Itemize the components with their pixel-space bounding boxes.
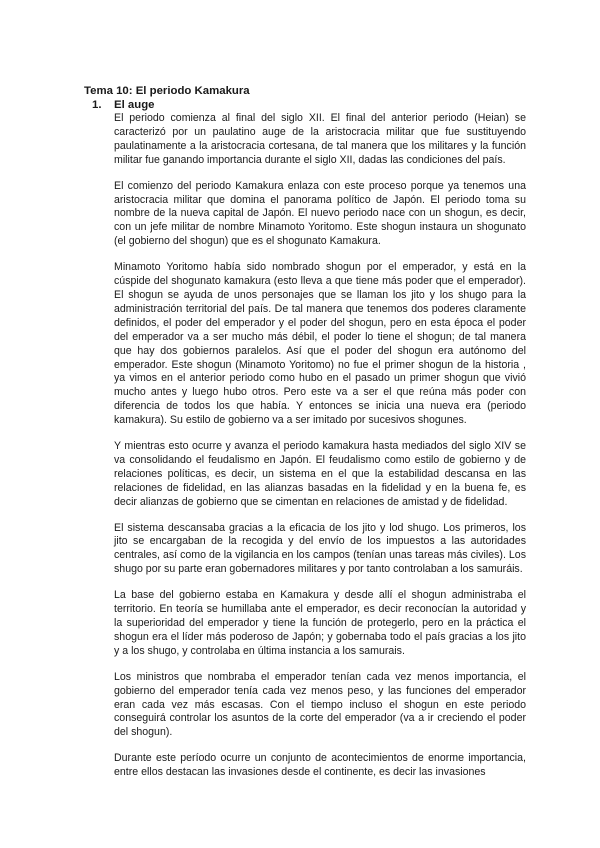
paragraph: El comienzo del periodo Kamakura enlaza con este proceso porque ya tenemos una aristocracia militar que domina el panorama político de Japón. El periodo toma su nombre de la nueva capital de Japón. El nuevo periodo nace con un shogun, es decir, con un jefe militar de nombre Minamoto Yoritomo. Este shogun instaura un shogunato (el gobierno del shogun) que es el shogunato Kamakura. bbox=[114, 179, 526, 248]
paragraph: El periodo comienza al final del siglo XII. El final del anterior periodo (Heian) se caracterizó por un paulatino auge de la aristocracia militar que fue sustituyendo paulatinamente a la aristocracia cortesana, de tal manera que los militares y la función militar fue ganando importancia durante el siglo XII, dadas las condiciones del país. bbox=[114, 112, 526, 166]
document-title: Tema 10: El periodo Kamakura bbox=[84, 85, 250, 97]
paragraph: La base del gobierno estaba en Kamakura y desde allí el shogun administraba el territorio. En teoría se humillaba ante el emperador, es decir reconocían la autoridad y la superioridad del emperador y tiene la función de protegerlo, pero en la práctica el shogun era el líder más poderoso de Japón; y gobernaba todo el país gracias a los jito y a los shugo, y controlaba en última instancia a los samurais. bbox=[114, 589, 526, 657]
paragraph: Minamoto Yoritomo había sido nombrado shogun por el emperador, y está en la cúspide del shogunato kamakura (esto lleva a que tiene más poder que el emperador). El shogun se ayuda de unos personajes que se llaman los jito y los shugo para la administración territorial del país. De tal manera que tenemos dos poderes claramente definidos, el poder del emperador y el poder del shogun, pero en esta época el poder del emperador va a ser mucho más débil, el poder lo tiene el shogun; de tal manera que hay dos gobiernos paralelos. Así que el poder del shogun era autónomo del emperador. Este shogun (Minamoto Yoritomo) no fue el primer shogun de la historia , ya vimos en el anterior periodo como hubo en el pasado un primer shogun que vivió mucho antes y luego hubo otros. Pero este va a ser el que reúna más poder con diferencia de todos los que había. Y entonces se inicia una nueva era (periodo kamakura). Su estilo de gobierno va a ser imitado por sucesivos shogunes. bbox=[114, 261, 526, 427]
section-body bbox=[114, 112, 526, 780]
paragraph: Y mientras esto ocurre y avanza el periodo kamakura hasta mediados del siglo XIV se va consolidando el feudalismo en Japón. El feudalismo como estilo de gobierno y de relaciones políticas, es decir, un sistema en el que la estabilidad descansa en las relaciones de fidelidad, en las alianzas basadas en la fidelidad y en la buena fe, es decir alianzas de gobierno que se cimentan en relaciones de amistad y de fidelidad. bbox=[114, 440, 526, 508]
section-heading bbox=[92, 98, 526, 112]
paragraph: Durante este período ocurre un conjunto de acontecimientos de enorme importancia, entre ellos destacan las invasiones desde el continente, es decir las invasiones bbox=[114, 752, 526, 779]
paragraph: Los ministros que nombraba el emperador tenían cada vez menos importancia, el gobierno del emperador tenía cada vez menos peso, y las funciones del emperador eran cada vez más escasas. Con el tiempo incluso el shogun en este periodo conseguirá controlar los asuntos de la corte del emperador (va a ir creciendo el poder del shogun). bbox=[114, 670, 526, 739]
section-number: 1. bbox=[92, 99, 102, 111]
paragraph: El sistema descansaba gracias a la eficacia de los jito y lod shugo. Los primeros, los jito se encargaban de la recogida y del envío de los impuestos a las autoridades centrales, así como de la vigilancia en los campos (tenían unas tareas más civiles). Los shugo por su parte eran gobernadores militares y por tanto controlaban a los samuráis. bbox=[114, 521, 526, 576]
section-title: El auge bbox=[114, 99, 155, 111]
